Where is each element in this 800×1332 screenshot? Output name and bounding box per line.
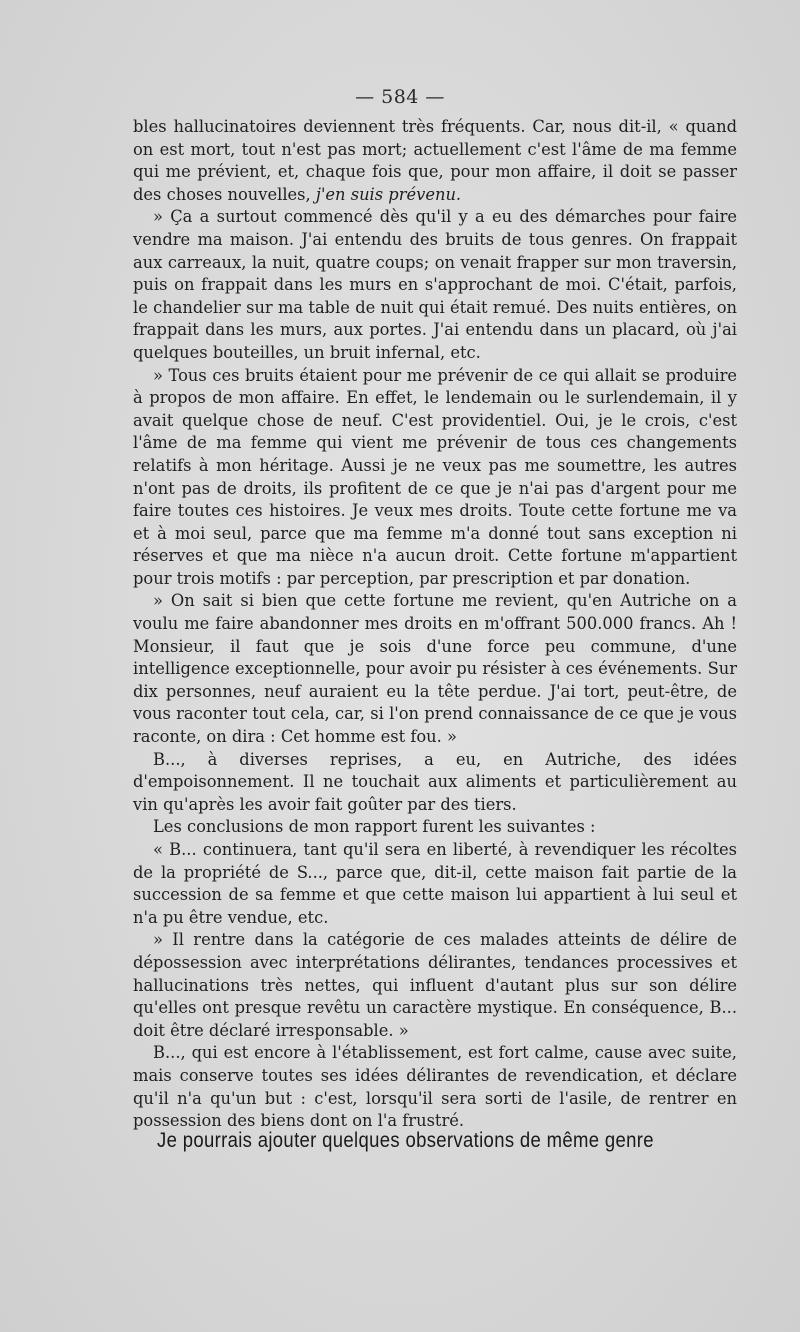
paragraph-1-emphasis: j'en suis prévenu. — [315, 184, 462, 204]
paragraph-5: B..., à diverses reprises, a eu, en Autriche, des idées d'empoisonnement. Il ne touchait aux aliments et particulièrement au vin qu'après les avoir fait goûter par des tiers. — [133, 749, 737, 814]
paragraph-3: » Tous ces bruits étaient pour me prévenir de ce qui allait se produire à propos de mon affaire. En effet, le lendemain ou le surlendemain, il y avait quelque chose de neuf. C'est providentiel. Oui, je le crois, c'est l'âme de ma femme qui vient me prévenir de tous ces changements relatifs à mon héritage. Aussi je ne veux pas me soumettre, les autres n'ont pas de droits, ils profitent de ce que je n'ai pas d'argent pour me faire toutes ces histoires. Je veux mes droits. Toute cette fortune me va et à moi seul, parce que ma femme m'a donné tout sans exception ni réserves et que ma nièce n'a aucun droit. Cette fortune m'appartient pour trois motifs : par perception, par prescription et par donation. — [133, 365, 737, 588]
paragraph-7: « B... continuera, tant qu'il sera en liberté, à revendiquer les récoltes de la propriété de S..., parce que, dit-il, cette maison fait partie de la succession de sa femme et que cette maison lui appartient à lui seul et n'a pu être vendue, etc. — [133, 840, 737, 927]
footer-line: Je pourrais ajouter quelques observations de même genre — [157, 1128, 654, 1152]
paragraph-1 — [133, 116, 737, 206]
paragraph-1-text: bles hallucinatoires deviennent très fréquents. Car, nous dit-il, « quand on est mort, tout n'est pas mort; actuellement c'est l'âme de ma femme qui me prévient, et, chaque fois que, pour mon affaire, il doit se passer des choses nouvelles, — [133, 117, 737, 204]
paragraph-2: » Ça a surtout commencé dès qu'il y a eu des démarches pour faire vendre ma maison. J'ai entendu des bruits de tous genres. On frappait aux carreaux, la nuit, quatre coups; on venait frapper sur mon traversin, puis on frappait dans les murs en s'approchant de moi. C'était, parfois, le chandelier sur ma table de nuit qui était remué. Des nuits entières, on frappait dans les murs, aux portes. J'ai entendu dans un placard, où j'ai quelques bouteilles, un bruit infernal, etc. — [133, 207, 737, 362]
paragraph-8: » Il rentre dans la catégorie de ces malades atteints de délire de dépossession avec interprétations délirantes, tendances processives et hallucinations très nettes, qui influent d'autant plus sur son délire qu'elles ont presque revêtu un caractère mystique. En conséquence, B... doit être déclaré irresponsable. » — [133, 930, 737, 1040]
page-number: — 584 — — [355, 86, 445, 108]
body-text — [133, 116, 737, 1133]
paragraph-9: B..., qui est encore à l'établissement, est fort calme, cause avec suite, mais conserve toutes ses idées délirantes de revendication, et déclare qu'il n'a qu'un but : c'est, lorsqu'il sera sorti de l'asile, de rentrer en possession des biens dont on l'a frustré. — [133, 1043, 737, 1131]
paragraph-4: » On sait si bien que cette fortune me revient, qu'en Autriche on a voulu me faire abandonner mes droits en m'offrant 500.000 francs. Ah ! Monsieur, il faut que je sois d'une force peu commune, d'une intelligence exceptionnelle, pour avoir pu résister à ces événements. Sur dix personnes, neuf auraient eu la tête perdue. J'ai tort, peut-être, de vous raconter tout cela, car, si l'on prend connaissance de ce que je vous raconte, on dira : Cet homme est fou. » — [133, 591, 737, 747]
paragraph-6: Les conclusions de mon rapport furent les suivantes : — [153, 817, 596, 837]
